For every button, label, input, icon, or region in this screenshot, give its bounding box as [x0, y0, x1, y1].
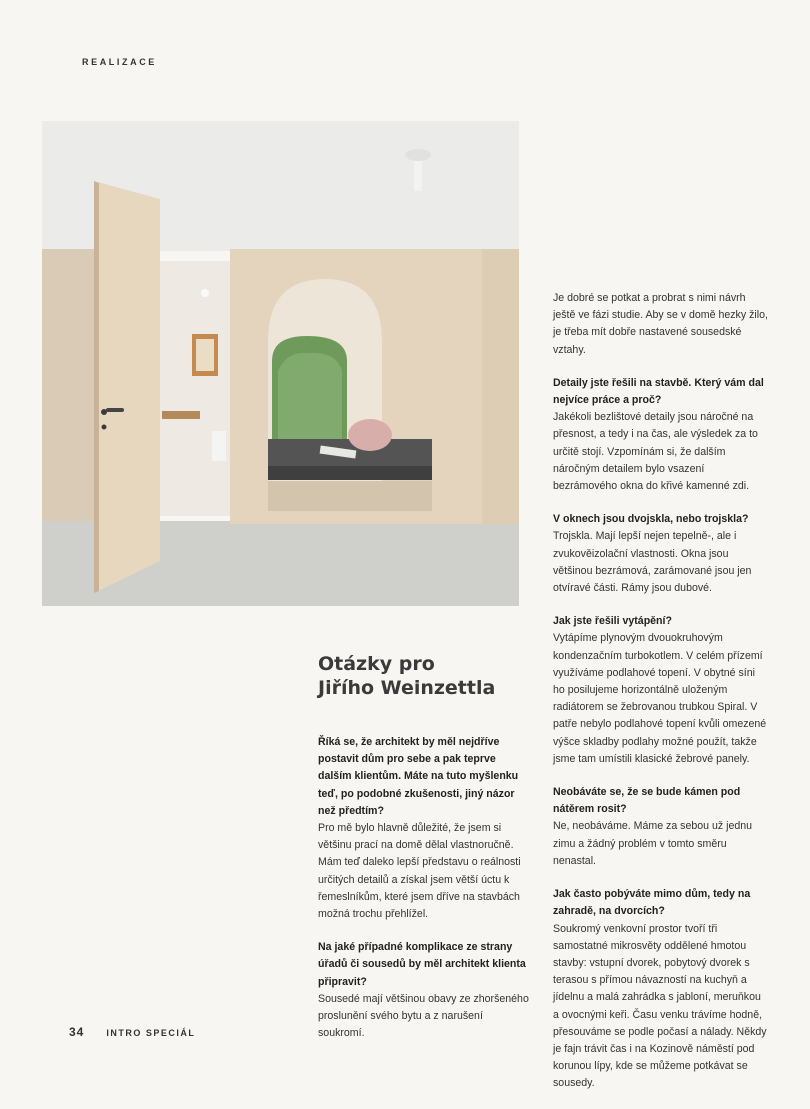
answer: Jakékoli bezlištové detaily jsou náročné na přesnost, a tedy i na čas, ale výsledek za to určitě stojí. Vzpomínám si, že dalším náročným detailem bylo vsazení bezrámového okna do křivé kamenné zdi. [553, 411, 758, 493]
magazine-name: INTRO SPECIÁL [106, 1028, 196, 1038]
left-column [318, 734, 530, 1058]
question: Neobáváte se, že se bude kámen pod nátěrem rosit? [553, 786, 741, 816]
qa-block [553, 886, 768, 1092]
qa-block [553, 613, 768, 768]
qa-block [553, 511, 768, 597]
right-column [553, 290, 768, 1109]
answer: Soukromý venkovní prostor tvoří tři samostatné mikrosvěty oddělené hmotou stavby: vstupní dvorek, pobytový dvorek s terasou s přímou návazností na kuchyň a jídelnu a malá zahrádka s jabloní, meruňkou a ovocnými keři. Času venku trávíme hodně, přesouváme se podle počasí a nálady. Někdy je fajn trávit čas i na Kozinově náměstí pod korunou lípy, kde se můžeme potkávat se sousedy. [553, 922, 767, 1090]
title-line-2: Jiřího Weinzettla [318, 677, 496, 699]
question: Jak jste řešili vytápění? [553, 615, 672, 628]
question: Detaily jste řešili na stavbě. Který vám dal nejvíce práce a proč? [553, 376, 764, 407]
answer: Vytápíme plynovým dvouokruhovým kondenzačním turbokotlem. V celém přízemí využíváme podlahové topení. V obytné síni ho posilujeme horizontálně uloženým radiátorem se žebrovanou trubkou Spiral. V patře nebylo podlahové topení kvůli omezené výšce skladby podlahy možné použít, takže jsme tam umístili klasické žebrové panely. [553, 632, 767, 765]
question: Jak často pobýváte mimo dům, tedy na zahradě, na dvorcích? [553, 888, 751, 918]
question: Na jaké případné komplikace ze strany úřadů či sousedů by měl architekt klienta připravit? [318, 941, 526, 988]
qa-block [553, 784, 768, 870]
answer-continuation: Je dobré se potkat a probrat s nimi návrh ještě ve fázi studie. Aby se v domě hezky žilo, je třeba mít dobře nastavené sousedské vztahy. [553, 292, 768, 356]
page-number: 34 [69, 1025, 85, 1039]
answer: Ne, neobáváme. Máme za sebou už jednu zimu a žádný problém v tomto směru nenastal. [553, 820, 753, 867]
answer: Sousedé mají většinou obavy ze zhoršeného proslunění svého bytu a z narušení soukromí. [318, 992, 529, 1040]
page-footer [69, 1025, 195, 1039]
section-label: REALIZACE [82, 57, 157, 67]
interior-photo [42, 121, 519, 606]
qa-block [318, 939, 530, 1042]
answer: Pro mě bylo hlavně důležité, že jsem si většinu prací na domě dělal vlastnoručně. Mám teď daleko lepší představu o reálnosti určitých detailů a získal jsem větší úctu k řemeslníkům, které jsem dříve na stavbách možná trochu přehlížel. [318, 822, 521, 921]
qa-block [318, 734, 530, 923]
question: Říká se, že architekt by měl nejdříve postavit dům pro sebe a pak teprve dalším klientům. Máte na tuto myšlenku teď, po podobné zkušenosti, jiný názor než předtím? [318, 736, 519, 817]
answer: Trojskla. Mají lepší nejen tepelně-, ale i zvukověizolační vlastnosti. Okna jsou většinou bezrámová, zarámované jsou jen otvíravé části. Rámy jsou dubové. [553, 530, 752, 595]
title-line-1: Otázky pro [318, 653, 435, 675]
article-title [318, 652, 495, 700]
qa-block [553, 375, 768, 495]
question: V oknech jsou dvojskla, nebo trojskla? [553, 513, 749, 526]
